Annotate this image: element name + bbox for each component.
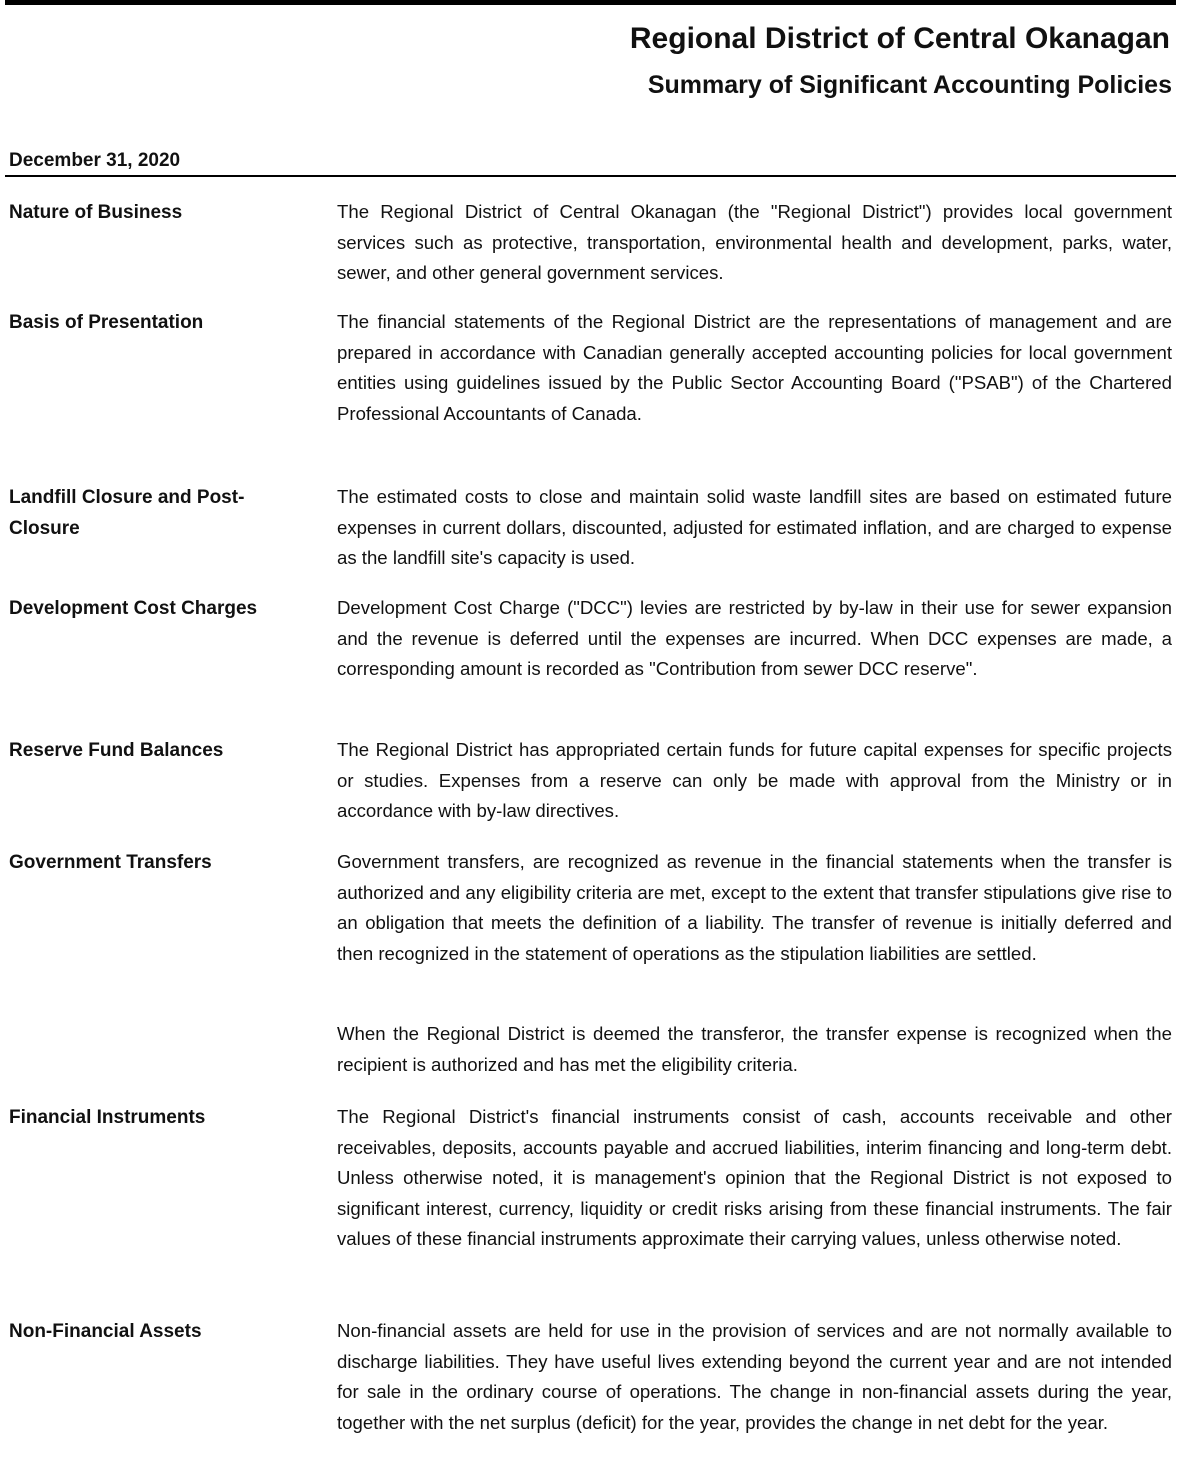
date-rule — [5, 175, 1176, 177]
section-text-nature-of-business: The Regional District of Central Okanagan (the "Regional District") provides local government services such as protective, transportation, environmental health and development, parks, water, sewer, and other general government services. — [337, 201, 1172, 283]
section-heading-nature-of-business: Nature of Business — [9, 202, 183, 223]
section-heading-non-financial-assets: Non-Financial Assets — [9, 1321, 202, 1342]
section-heading-development-cost-charges: Development Cost Charges — [9, 598, 258, 619]
section-text-government-transfers-1: Government transfers, are recognized as revenue in the financial statements when the transfer is authorized and any eligibility criteria are met, except to the extent that transfer stipulations give rise to an obligation that meets the definition of a liability. The transfer of revenue is initially deferred and then recognized in the statement of operations as the stipulation liabilities are settled. — [337, 851, 1172, 964]
document-title: Regional District of Central Okanagan — [629, 22, 1170, 55]
top-rule — [5, 0, 1176, 5]
section-heading-government-transfers: Government Transfers — [9, 852, 212, 873]
section-heading-reserve-fund-balances: Reserve Fund Balances — [9, 740, 224, 761]
section-heading-landfill-closure: Landfill Closure and Post-Closure — [9, 487, 245, 539]
section-text-financial-instruments: The Regional District's financial instruments consist of cash, accounts receivable and other receivables, deposits, accounts payable and accrued liabilities, interim financing and long-term debt. Unless otherwise noted, it is management's opinion that the Regional District is not exposed to significant interest, currency, liquidity or credit risks arising from these financial instruments. The fair values of these financial instruments approximate their carrying values, unless otherwise noted. — [337, 1106, 1172, 1249]
statement-date: December 31, 2020 — [9, 150, 181, 171]
section-text-non-financial-assets: Non-financial assets are held for use in the provision of services and are not normally available to discharge liabilities. They have useful lives extending beyond the current year and are not intended for sale in the ordinary course of operations. The change in non-financial assets during the year, together with the net surplus (deficit) for the year, provides the change in net debt for the year. — [337, 1320, 1172, 1433]
section-heading-financial-instruments: Financial Instruments — [9, 1107, 206, 1128]
section-text-landfill-closure: The estimated costs to close and maintain solid waste landfill sites are based on estimated future expenses in current dollars, discounted, adjusted for estimated inflation, and are charged to expense as the landfill site's capacity is used. — [337, 486, 1172, 568]
section-text-government-transfers-2: When the Regional District is deemed the transferor, the transfer expense is recognized when the recipient is authorized and has met the eligibility criteria. — [337, 1023, 1172, 1075]
section-text-development-cost-charges: Development Cost Charge ("DCC") levies are restricted by by-law in their use for sewer expansion and the revenue is deferred until the expenses are incurred. When DCC expenses are made, a corresponding amount is recorded as "Contribution from sewer DCC reserve". — [337, 597, 1172, 679]
document-subtitle: Summary of Significant Accounting Policies — [647, 71, 1172, 99]
section-text-reserve-fund-balances: The Regional District has appropriated certain funds for future capital expenses for specific projects or studies. Expenses from a reserve can only be made with approval from the Ministry or in accordance with by-law directives. — [337, 739, 1172, 821]
section-heading-basis-of-presentation: Basis of Presentation — [9, 312, 204, 333]
section-text-basis-of-presentation: The financial statements of the Regional District are the representations of management and are prepared in accordance with Canadian generally accepted accounting policies for local government entities using guidelines issued by the Public Sector Accounting Board ("PSAB") of the Chartered Professional Accountants of Canada. — [337, 311, 1172, 424]
